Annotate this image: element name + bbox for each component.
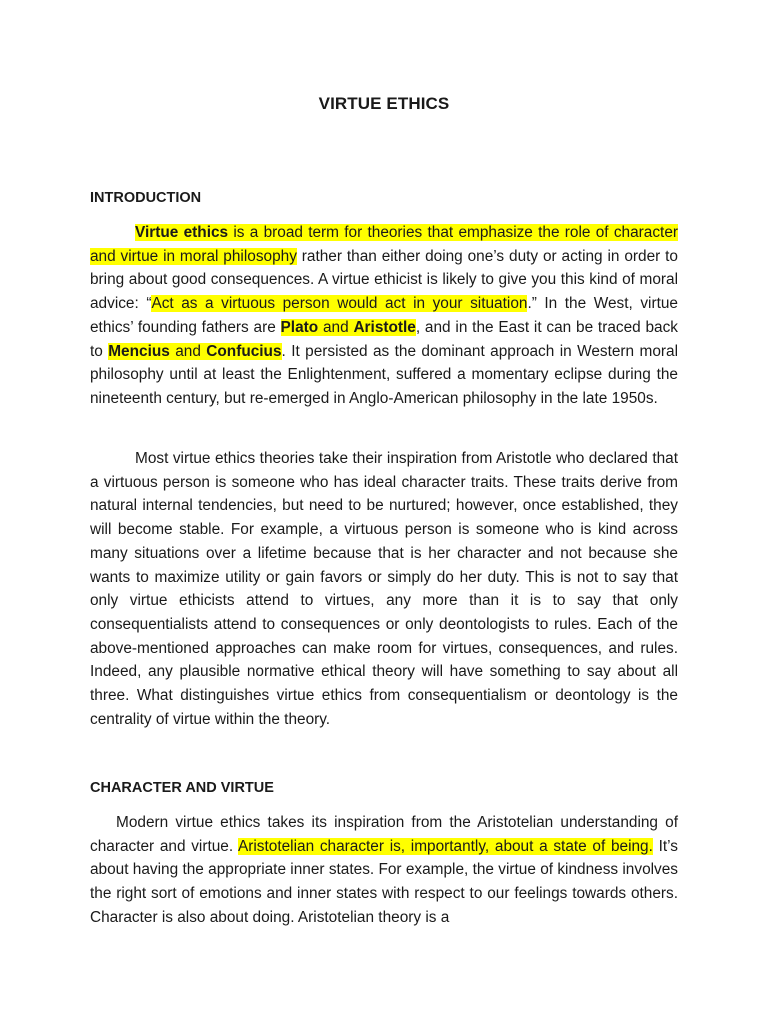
highlight-text: Aristotelian character is, importantly, about a state of being. xyxy=(238,837,653,855)
paragraph-intro-1 xyxy=(90,221,678,411)
body-text: Modern virtue ethics takes its inspiration from the Aristotelian understanding of character and virtue. xyxy=(90,814,678,855)
highlight-name-mencius: Mencius xyxy=(108,342,170,360)
body-text: rather than either doing one’s duty or acting in order to bring about good consequences. A virtue ethicist is likely to give you this kind of moral advice: “ xyxy=(90,247,678,313)
highlight-text: character and virtue in moral philosophy xyxy=(90,224,678,265)
body-text: , and in the East it can be traced back to xyxy=(90,318,678,360)
section-heading-character-and-virtue: CHARACTER AND VIRTUE xyxy=(90,780,274,796)
paragraph-intro-2 xyxy=(90,447,678,731)
paragraph-character-1 xyxy=(90,811,678,930)
highlight-text: is a broad term for theories that emphasize the role of xyxy=(228,224,614,241)
body-text: Most virtue ethics theories take their inspiration from Aristotle who declared that a virtuous person is someone who has ideal character traits. These traits derive from natural internal tendencies, but need to be nurtured; however, once established, they will become stable. For example, a virtuous person is someone who is kind across many situations over a lifetime because that is her character and not because she wants to maximize utility or gain favors or simply do her duty. This is not to say that only virtue ethicists attend to virtues, any more than it is to say that only consequentialists attend to consequences or only deontologists to rules. Each of the above-mentioned approaches can make room for virtues, consequences, and rules. Indeed, any plausible normative ethical theory will have something to say about all three. What distinguishes virtue ethics from consequentialism or deontology is the centrality of virtue within the theory. xyxy=(90,450,678,728)
highlight-name-plato: Plato xyxy=(280,318,319,336)
section-heading-introduction: INTRODUCTION xyxy=(90,190,202,206)
body-text: . It persisted as the dominant approach in Western moral philosophy until at least the Enlightenment, suffered a momentary eclipse during the nineteenth century, but re-emerged in Anglo-American philosophy in the late 1950s. xyxy=(90,342,678,407)
highlight-quote: Act as a virtuous person would act in your situation xyxy=(151,295,528,313)
document-title: VIRTUE ETHICS xyxy=(318,94,450,113)
highlight-term-virtue-ethics: Virtue ethics xyxy=(135,224,229,241)
highlight-name-aristotle: Aristotle xyxy=(353,318,416,336)
highlight-text: and xyxy=(169,342,207,360)
highlight-name-confucius: Confucius xyxy=(206,342,282,360)
body-text: It’s about having the appropriate inner states. For example, the virtue of kindness involves the right sort of emotions and inner states with respect to our feelings towards others. Character is also about doing. Aristotelian theory is a xyxy=(90,837,678,926)
highlight-text: and xyxy=(318,318,354,336)
body-text: .” In the West, virtue ethics’ founding fathers are xyxy=(90,295,678,336)
